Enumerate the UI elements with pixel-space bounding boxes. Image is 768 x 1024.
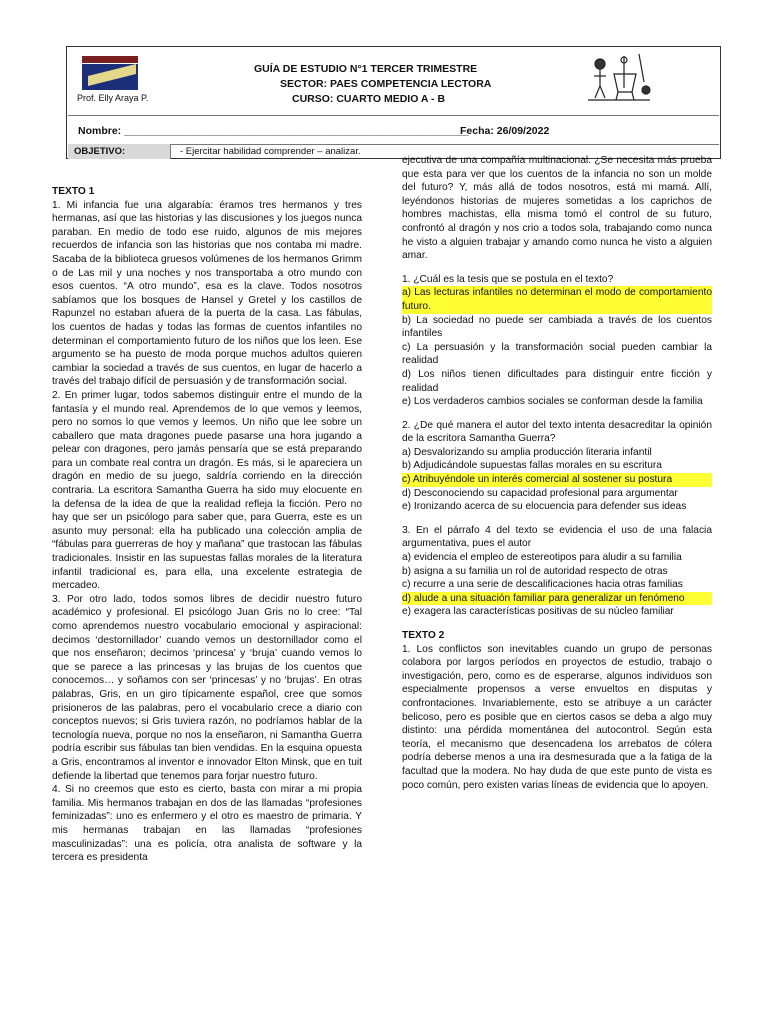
- name-field[interactable]: Nombre: ___________________________________________________________: [78, 125, 469, 137]
- text1-paragraph-4: 4. Si no creemos que esto es cierto, basta con mirar a mi propia familia. Mis hermanos trabajan en dos de las llamadas “profesiones feminizadas”: uno es enfermero y el otro es maestro de primaria. Y mis hermanas trabajan en las llamadas “profesiones masculinizadas”: una es policía, otra analista de software y la tercera es presidenta: [52, 784, 362, 864]
- question-1: 1. ¿Cuál es la tesis que se postula en el texto?: [402, 273, 614, 285]
- guide-title: [254, 62, 491, 107]
- text1-heading: TEXTO 1: [52, 186, 95, 197]
- q1-option-e[interactable]: e) Los verdaderos cambios sociales se conforman desde la familia: [402, 396, 703, 408]
- q1-option-b[interactable]: b) La sociedad no puede ser cambiada a través de los cuentos infantiles: [402, 314, 712, 340]
- title-line-3: CURSO: CUARTO MEDIO A - B: [292, 93, 446, 105]
- objective-text: - Ejercitar habilidad comprender – analizar.: [180, 146, 361, 157]
- text1-paragraph-1: 1. Mi infancia fue una algarabía: éramos tres hermanos y tres hermanas, así que las historias y las discusiones y los juegos nunca paraban. En medio de todo ese ruido, algunos de mis mejores recuerdos de infancia son las historias que nos contaba mi madre. Sacaba de la biblioteca gruesos volúmenes de los hermanos Grimm o de Las mil y una noches y nos transportaba a otro mundo con esos cuentos. “A otro mundo”, esa es la clave. Todos nosotros sabíamos que los bosques de Hansel y Gretel y los castillos de Rapunzel no estaban afuera de la puerta de la casa. Las fábulas, los cuentos de hadas y todas las formas de cuentos infantiles no determinan el comportamiento futuro de los niños que los leen. Ese argumento se ha puesto de moda porque muchos adultos quieren cambiar la sociedad a través de sus cuentos, en lugar de hacerlo a través del trabajo difícil de persuasión y de transformación social.: [52, 199, 362, 388]
- quixote-illustration: [584, 52, 654, 102]
- date-field: Fecha: 26/09/2022: [460, 125, 550, 137]
- q3-option-b[interactable]: b) asigna a su familia un rol de autoridad respecto de otras: [402, 565, 668, 577]
- q2-option-d[interactable]: d) Desconociendo su capacidad profesional para argumentar: [402, 487, 678, 499]
- title-line-1: GUÍA DE ESTUDIO N°1 TERCER TRIMESTRE: [254, 63, 478, 75]
- q2-option-a[interactable]: a) Desvalorizando su amplia producción literaria infantil: [402, 446, 652, 458]
- q3-option-a[interactable]: a) evidencia el empleo de estereotipos para aludir a su familia: [402, 552, 682, 564]
- q3-option-d[interactable]: d) alude a una situación familiar para generalizar un fenómeno: [402, 592, 712, 606]
- q3-option-e[interactable]: e) exagera las características positivas de su núcleo familiar: [402, 606, 674, 618]
- question-2: 2. ¿De qué manera el autor del texto intenta desacreditar la opinión de la escritora Samantha Guerra?: [402, 419, 712, 445]
- q1-option-a[interactable]: a) Las lecturas infantiles no determinan el modo de comportamiento futuro.: [402, 287, 712, 312]
- text2-paragraph-1: 1. Los conflictos son inevitables cuando un grupo de personas colabora por largos períodos en proyectos de estudio, trabajo o investigación, pero, como es de esperarse, algunos individuos son especialmente propensos a verse envueltos en disputas y confrontaciones. Invariablemente, esto se atribuye a un carácter belicoso, pero es posible que en ciertos casos se deba a algo muy distinto: una pérdida momentánea del autocontrol. Según esta teoría, el mecanismo que desencadena los arrebatos de cólera podría deberse menos a una ira desmesurada que a la fatiga de la facultad que la modera. No hay duda de que este punto de vista es poco común, pero existen varias líneas de evidencia que lo apoyen.: [402, 643, 712, 791]
- text1-paragraph-4-cont: ejecutiva de una compañía multinacional. ¿Se necesita más prueba que esta para ver que los cuentos de la infancia no son un molde del futuro? Y, más allá de todos nosotros, está mi mamá. Allí, leyéndonos historias de mujeres sometidas a los caprichos de hombres machistas, ella misma tomó el control de su futuro, confrontó al dragón y nos crio a todos sola, trabajando como nunca he visto a alguien trabajar y amando como nunca he visto a alguien amar.: [402, 155, 712, 262]
- objective-label: OBJETIVO:: [68, 144, 171, 159]
- student-info-row: [68, 115, 719, 145]
- text2-heading: TEXTO 2: [402, 630, 445, 641]
- q2-option-c[interactable]: c) Atribuyéndole un interés comercial al sostener su postura: [402, 473, 712, 487]
- q2-option-b[interactable]: b) Adjudicándole supuestas fallas morales en su escritura: [402, 460, 662, 472]
- right-column: [402, 154, 712, 792]
- teacher-name: Prof. Elly Araya P.: [77, 93, 149, 103]
- q1-option-c[interactable]: c) La persuasión y la transformación social pueden cambiar la realidad: [402, 341, 712, 367]
- q3-option-c[interactable]: c) recurre a una serie de descalificaciones hacia otras familias: [402, 579, 683, 591]
- title-line-2: SECTOR: PAES COMPETENCIA LECTORA: [280, 78, 492, 90]
- text1-paragraph-2: 2. En primer lugar, todos sabemos distinguir entre el mundo de la fantasía y el mundo real. Aprendemos de lo que vemos y leemos, pero no somos lo que vemos y leemos. Un niño que lee sobre un caballero que mata dragones puede pasarse una hora jugando a pelear con dragones, pero jamás pensaría que se está preparando para un combate real contra un dragón. Es más, si le apareciera un dragón en medio de su juego, saldría corriendo en la dirección contraria. La escritora Samantha Guerra ha sido muy elocuente en la defensa de la idea de que la realidad refleja la ficción. Pero no hay que ser un psicólogo para saber que, para Guerra, este es un asunto muy personal: ella ha publicado una colección amplia de “fábulas para guerreras de hoy y mañana” que trastocan las fábulas tradicionales. Insistir en las supuestas fallas morales de la literatura infantil tradicional es, para ella, una excelente estrategia de mercadeo.: [52, 389, 362, 592]
- left-column: [52, 185, 362, 865]
- school-logo: [82, 56, 138, 90]
- question-3: 3. En el párrafo 4 del texto se evidencia el uso de una falacia argumentativa, pues el autor: [402, 524, 712, 550]
- text1-paragraph-3: 3. Por otro lado, todos somos libres de decidir nuestro futuro académico y profesional. El psicólogo Juan Gris no lo cree: “Tal como aprendemos nuestro vocabulario emocional y aspiracional: decimos ‘destornillador’ cuando vemos un destornillador como el que nos enseñaron; decimos ‘princesa’ y ‘bruja’ cuando vemos lo que se parece a las princesas y las brujas de los cuentos que conocemos… y soñamos con ser ‘princesas’ y no ‘brujas’. En otras palabras, Gris, en un giro típicamente español, cree que somos prisioneros de las palabras, pero el vocabulario crece a diario con conceptos nuevos; si Gris tuviera razón, no podríamos hablar de la tecnología nueva, porque no nos la enseñaron, ni Samantha Guerra podría escribir sus fábulas tan bien vendidas. En la esquina opuesta a Gris, encontramos al inventor e innovador Elton Minsk, que en tuit defiende la libertad que tenemos para forjar nuestro futuro.: [52, 593, 362, 782]
- q1-option-d[interactable]: d) Los niños tienen dificultades para distinguir entre ficción y realidad: [402, 368, 712, 394]
- q2-option-e[interactable]: e) Ironizando acerca de su elocuencia para defender sus ideas: [402, 501, 687, 513]
